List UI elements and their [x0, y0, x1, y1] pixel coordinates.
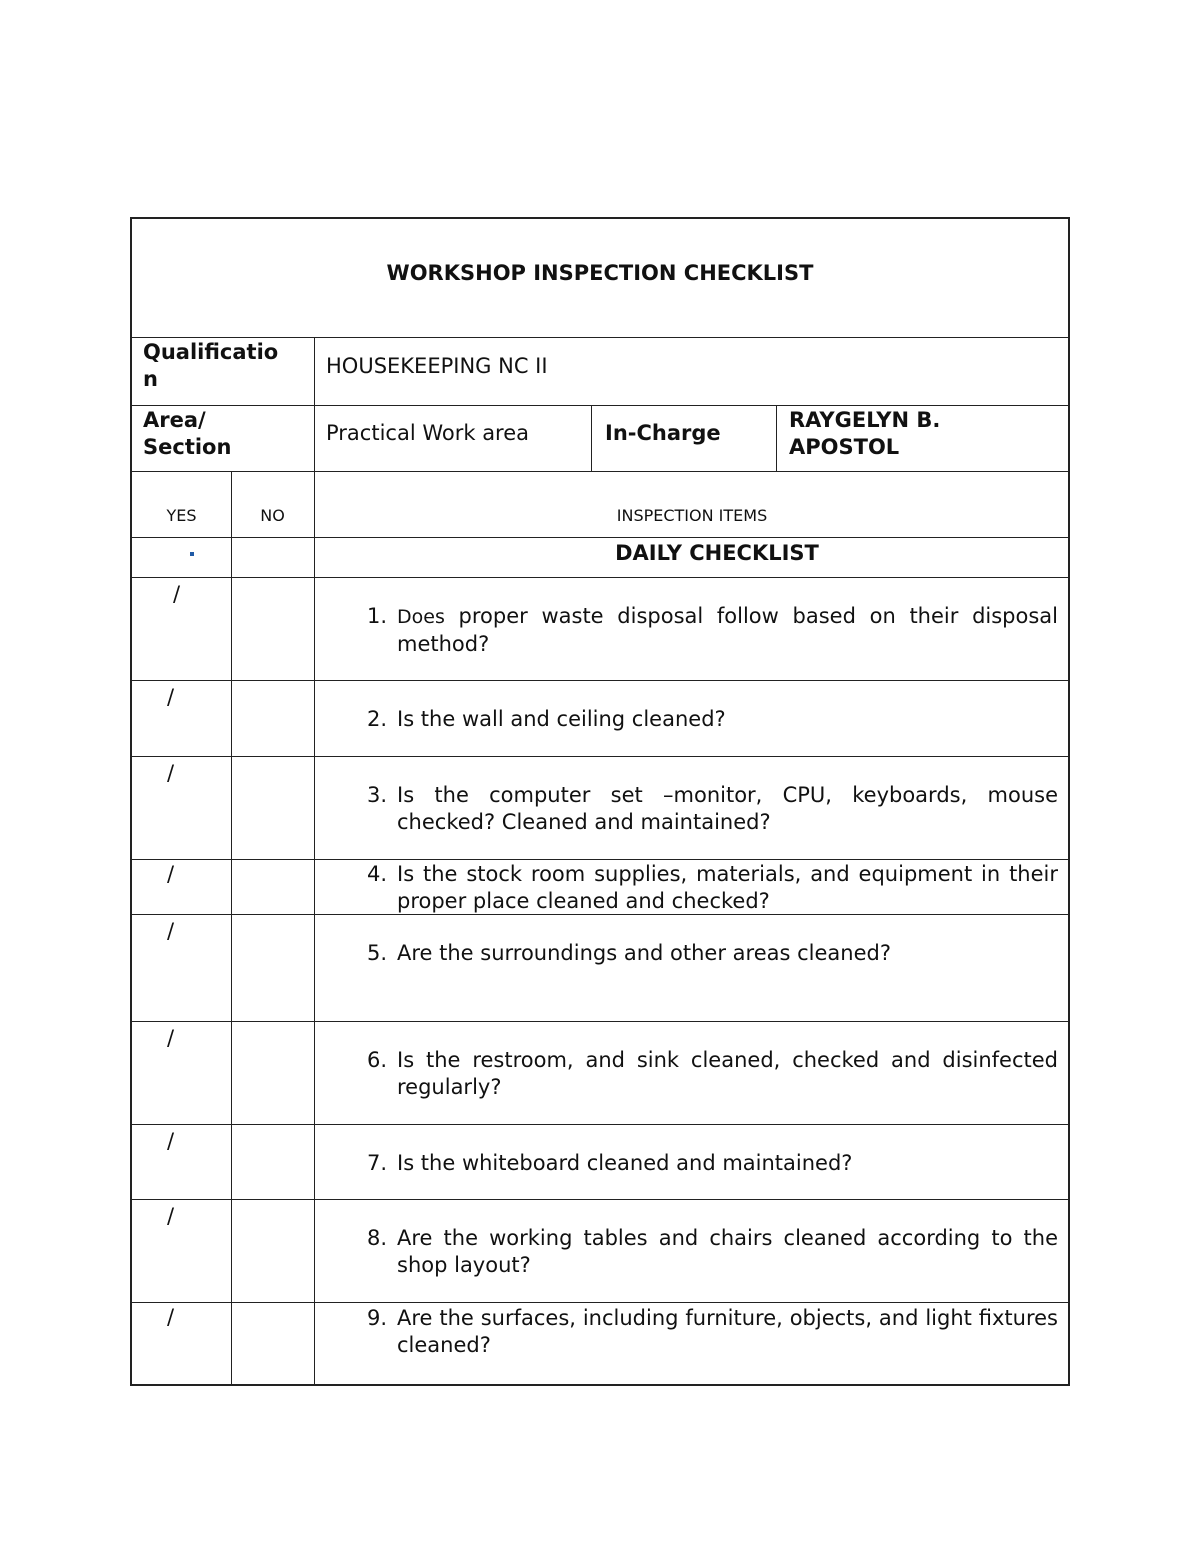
row-divider — [132, 756, 1068, 757]
row-divider — [132, 405, 1068, 406]
daily-checklist-title: DAILY CHECKLIST — [615, 541, 819, 565]
item-number: 6. — [366, 1048, 387, 1072]
qualification-label-line1: Qualificatio — [143, 340, 279, 364]
list-item — [352, 861, 1058, 915]
row-divider — [132, 337, 1068, 338]
item-text: Is the computer set –monitor, CPU, keyboards, mouse checked? Cleaned and maintained? — [397, 783, 1058, 834]
yes-mark: / — [167, 1305, 175, 1329]
yes-mark: / — [167, 1204, 175, 1228]
yes-mark: / — [167, 685, 175, 709]
item-number: 2. — [366, 707, 387, 731]
row-divider — [132, 1199, 1068, 1200]
area-label — [143, 407, 231, 461]
yes-mark: / — [167, 761, 175, 785]
qualification-value: HOUSEKEEPING NC II — [326, 354, 548, 378]
area-label-line1: Area/ — [143, 408, 206, 432]
row-divider — [132, 471, 1068, 472]
row-divider — [132, 1124, 1068, 1125]
list-item — [352, 782, 1058, 836]
in-charge-name — [789, 407, 940, 461]
column-divider — [314, 337, 315, 471]
item-text: Is the wall and ceiling cleaned? — [397, 707, 726, 731]
item-number: 3. — [366, 783, 387, 807]
row-divider — [132, 1021, 1068, 1022]
item-text: Is the whiteboard cleaned and maintained? — [397, 1151, 853, 1175]
qualification-label-line2: n — [143, 367, 158, 391]
list-item — [352, 1047, 1058, 1101]
yes-mark: / — [167, 919, 175, 943]
item-text: Is the restroom, and sink cleaned, checked and disinfected regularly? — [397, 1048, 1058, 1099]
item-number: 1. — [366, 604, 387, 628]
list-item — [352, 1150, 1058, 1177]
row-divider — [132, 537, 1068, 538]
item-number: 5. — [366, 941, 387, 965]
in-charge-name-line1: RAYGELYN B. — [789, 408, 941, 432]
no-column-header: NO — [260, 506, 285, 525]
list-item — [352, 1305, 1058, 1359]
item-lead-word: Does — [397, 606, 445, 628]
column-divider — [776, 405, 777, 471]
row-divider — [132, 859, 1068, 860]
qualification-label — [143, 339, 278, 393]
yes-mark: / — [167, 1129, 175, 1153]
column-divider — [591, 405, 592, 471]
document-title: WORKSHOP INSPECTION CHECKLIST — [386, 261, 814, 285]
checklist-table — [130, 217, 1070, 1386]
item-number: 9. — [366, 1306, 387, 1330]
item-text-rest: proper waste disposal follow based on their disposal method? — [397, 604, 1058, 656]
area-value: Practical Work area — [326, 421, 530, 445]
item-number: 4. — [366, 862, 387, 886]
bullet-mark — [190, 552, 194, 556]
list-item — [352, 1225, 1058, 1279]
in-charge-name-line2: APOSTOL — [789, 435, 900, 459]
row-divider — [132, 1302, 1068, 1303]
in-charge-label: In-Charge — [605, 421, 721, 445]
item-text: Are the surroundings and other areas cleaned? — [397, 941, 891, 965]
item-text: Is the stock room supplies, materials, and equipment in their proper place cleaned and checked? — [397, 862, 1058, 913]
list-item — [352, 603, 1058, 658]
column-divider — [314, 471, 315, 1386]
item-number: 7. — [366, 1151, 387, 1175]
yes-mark: / — [167, 862, 175, 886]
list-item — [352, 706, 1058, 733]
yes-mark: / — [173, 582, 181, 606]
row-divider — [132, 680, 1068, 681]
item-text: Are the working tables and chairs cleaned according to the shop layout? — [397, 1226, 1058, 1277]
yes-column-header: YES — [166, 506, 197, 525]
list-item — [352, 940, 1058, 967]
inspection-items-header: INSPECTION ITEMS — [616, 506, 768, 525]
item-text: Are the surfaces, including furniture, objects, and light fixtures cleaned? — [397, 1306, 1058, 1357]
row-divider — [132, 577, 1068, 578]
item-number: 8. — [366, 1226, 387, 1250]
column-divider — [231, 471, 232, 1386]
item-text — [397, 603, 1058, 658]
yes-mark: / — [167, 1026, 175, 1050]
area-label-line2: Section — [143, 435, 232, 459]
